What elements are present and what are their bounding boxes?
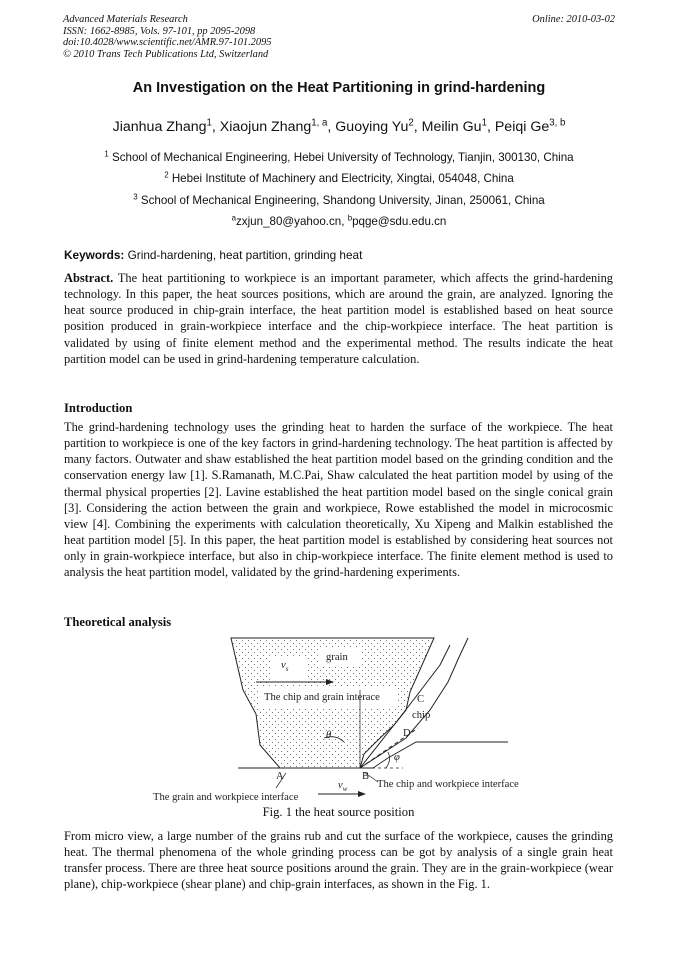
keywords-text: Grind-hardening, heat partition, grinding heat — [124, 248, 363, 262]
chip-grain-interface-label: The chip and grain interace — [264, 692, 380, 703]
affiliation-mark: 1 — [104, 149, 109, 159]
chip-label: chip — [412, 710, 431, 721]
author-affiliation-mark: 2 — [408, 117, 414, 129]
email-mark: b — [347, 213, 353, 223]
author-name: Guoying Yu — [335, 119, 409, 135]
abstract-label: Abstract. — [64, 271, 114, 285]
email-b[interactable]: pqge@sdu.edu.cn — [352, 215, 447, 228]
author-list: Jianhua Zhang$^1$, Xiaojun Zhang$^{1, a}$, Guoying Yu$^2$, Meilin Gu$^1$, Peiqi Ge$^{3, b}$ — [112, 117, 566, 135]
theory-text: From micro view, a large number of the grains rub and cut the surface of the workpiece, causes the grinding heat. The thermal phenomena of the whole grinding process can be got by analysis of a single grain heat transfer process. There are three heat source positions around the grain. They are in the grain-workpiece (wear plane), chip-workpiece (shear plane) and chip-grain interfaces, as shown in the Fig. 1. — [64, 829, 613, 892]
affiliation-text: Hebei Institute of Machinery and Electricity, Xingtai, 054048, China — [171, 172, 514, 185]
point-d-label: D — [403, 728, 411, 739]
introduction-heading: Introduction — [64, 401, 133, 415]
paper-title: An Investigation on the Heat Partitioning in grind-hardening — [132, 80, 546, 96]
email-a[interactable]: zxjun_80@yahoo.cn, — [236, 215, 348, 228]
author-affiliation-mark: 1 — [481, 117, 487, 129]
author-name: Meilin Gu — [421, 119, 482, 135]
author-affiliation-mark: 1, a — [311, 117, 328, 129]
abstract — [64, 270, 613, 367]
theory-heading: Theoretical analysis — [64, 615, 172, 629]
point-b-label: B — [362, 771, 370, 782]
vw-label: $v_w$ — [338, 780, 348, 794]
affiliation-3 — [20, 194, 658, 207]
author-name: Xiaojun Zhang — [219, 119, 312, 135]
author-name: Jianhua Zhang — [112, 119, 207, 135]
email-mark: a — [231, 213, 236, 223]
author-affiliation-mark: 3, b — [549, 117, 566, 129]
chip-workpiece-interface-label: The chip and workpiece interface — [377, 779, 519, 790]
grain-workpiece-interface-label: The grain and workpiece interface — [153, 792, 299, 803]
author-affiliation-mark: 1 — [206, 117, 212, 129]
abstract-text: The heat partitioning to workpiece is an important parameter, which affects the grind-hardening technology. In this paper, the heat sources positions, which are around the grain, are analyzed. Ignoring the heat source produced in chip-grain interface, the heat partition model is established based on heat source position produced in grain-workpiece interface and the chip-workpiece interface. The heat partition is validated by using of finite element method and the experimental method. The results indicate the heat partition model can be used in grind-hardening temperature calculation. — [64, 271, 613, 366]
doi-line: doi:10.4028/www.scientific.net/AMR.97-101.2095 — [63, 37, 272, 49]
vs-label: $v_s$ — [281, 660, 289, 674]
affiliation-mark: 2 — [164, 170, 169, 180]
affiliation-2 — [20, 172, 658, 185]
theta-label: θ — [326, 730, 332, 741]
figure-1 — [148, 630, 538, 808]
journal-header — [63, 14, 615, 60]
issn-line: ISSN: 1662-8985, Vols. 97-101, pp 2095-2098 — [63, 25, 256, 37]
copyright-line: © 2010 Trans Tech Publications Ltd, Switzerland — [63, 48, 269, 60]
figure-caption: Fig. 1 the heat source position — [262, 805, 415, 819]
keywords — [64, 248, 362, 262]
affiliation-text: School of Mechanical Engineering, Hebei University of Technology, Tianjin, 300130, China — [111, 151, 574, 164]
keywords-label: Keywords: — [64, 248, 125, 262]
affiliation-text: School of Mechanical Engineering, Shandong University, Jinan, 250061, China — [140, 194, 545, 207]
author-name: Peiqi Ge — [494, 119, 550, 135]
point-a-label: A — [276, 771, 284, 782]
online-date: Online: 2010-03-02 — [532, 14, 615, 25]
grain-label: grain — [326, 652, 348, 663]
affiliation-mark: 3 — [133, 192, 138, 202]
email-line — [20, 215, 658, 228]
phi-label: φ — [394, 752, 400, 763]
affiliation-1 — [20, 151, 658, 164]
introduction-text: The grind-hardening technology uses the grinding heat to harden the surface of the workpiece. The heat partition to workpiece is one of the key factors in grind-hardening technology. The heat partition is affected by many factors. Outwater and shaw established the heat partition model based on the grinding condition and the conservation energy law [1]. S.Ramanath, M.C.Pai, Shaw calculated the heat partition model by using of the thermal physical properties [2]. Lavine established the heat partition model based on the single conical grain [3]. Considering the action between the grain and workpiece, Rowe established the model in microcosmic view [4]. Combining the experiments with calculation theoretically, Xu Xipeng and Malkin established the heat partition model [5]. In this paper, the heat partition model is established by considering heat sources not only in grain-workpiece interface, but also in chip-workpiece interface. The finite element method is used to analysis the heat partition model, validated by the grind-hardening experiments. — [64, 420, 613, 580]
journal-name: Advanced Materials Research — [63, 14, 188, 25]
point-c-label: C — [417, 694, 425, 705]
